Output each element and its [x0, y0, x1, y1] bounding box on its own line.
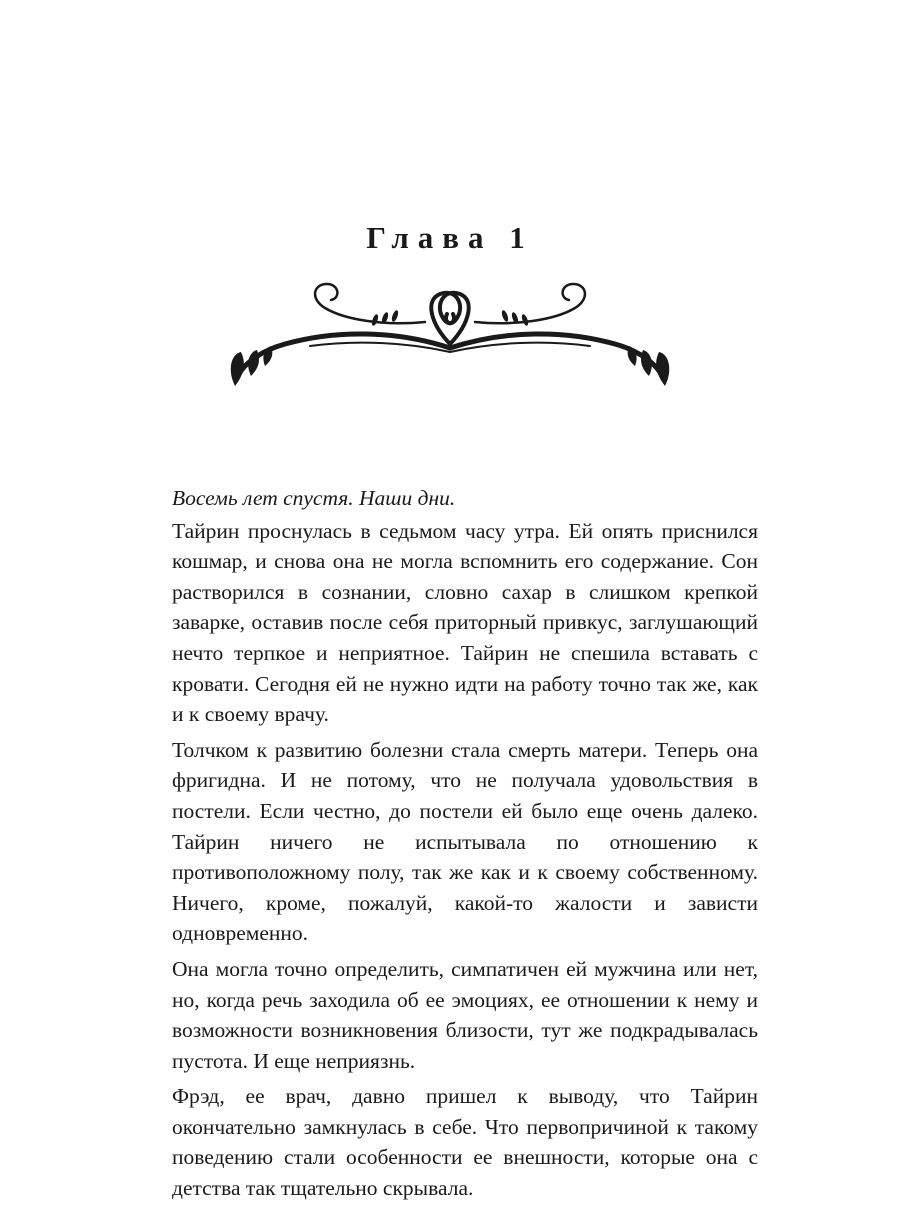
- epigraph: Восемь лет спустя. Наши дни.: [172, 486, 456, 510]
- paragraph-3: Она могла точно определить, симпатичен ей мужчина или нет, но, когда речь заходила об ее эмоциях, ее отношении к нему и возможности возникновения близости, тут же подкрадывалась пустота. И еще неприязнь.: [172, 956, 758, 1073]
- paragraph-2: Толчком к развитию болезни стала смерть матери. Теперь она фригидна. И не потому, что не получала удовольствия в постели. Если честно, до постели ей было еще очень далеко. Тайрин ничего не испытывала по отношению к противоположному полу, так же как и к своему собственному. Ничего, кроме, пожалуй, какой-то жалости и зависти одновременно.: [172, 737, 758, 946]
- chapter-title: Глава 1: [366, 220, 534, 255]
- paragraph-1: Тайрин проснулась в седьмом часу утра. Ей опять приснился кошмар, и снова она не могла вспомнить его содержание. Сон растворился в сознании, словно сахар в слишком крепкой заварке, оставив после себя приторный привкус, заглушающий нечто терпкое и неприятное. Тайрин не спешила вставать с кровати. Сегодня ей не нужно идти на работу точно так же, как и к своему врачу.: [172, 518, 758, 727]
- paragraph-4: Фрэд, ее врач, давно пришел к выводу, что Тайрин окончательно замкнулась в себе. Что первопричиной к такому поведению стали особенности ее внешности, которые она с детства так тщательно скрывала.: [172, 1084, 758, 1201]
- chapter-body: [172, 483, 758, 1209]
- flourish-ornament-icon: [225, 278, 675, 390]
